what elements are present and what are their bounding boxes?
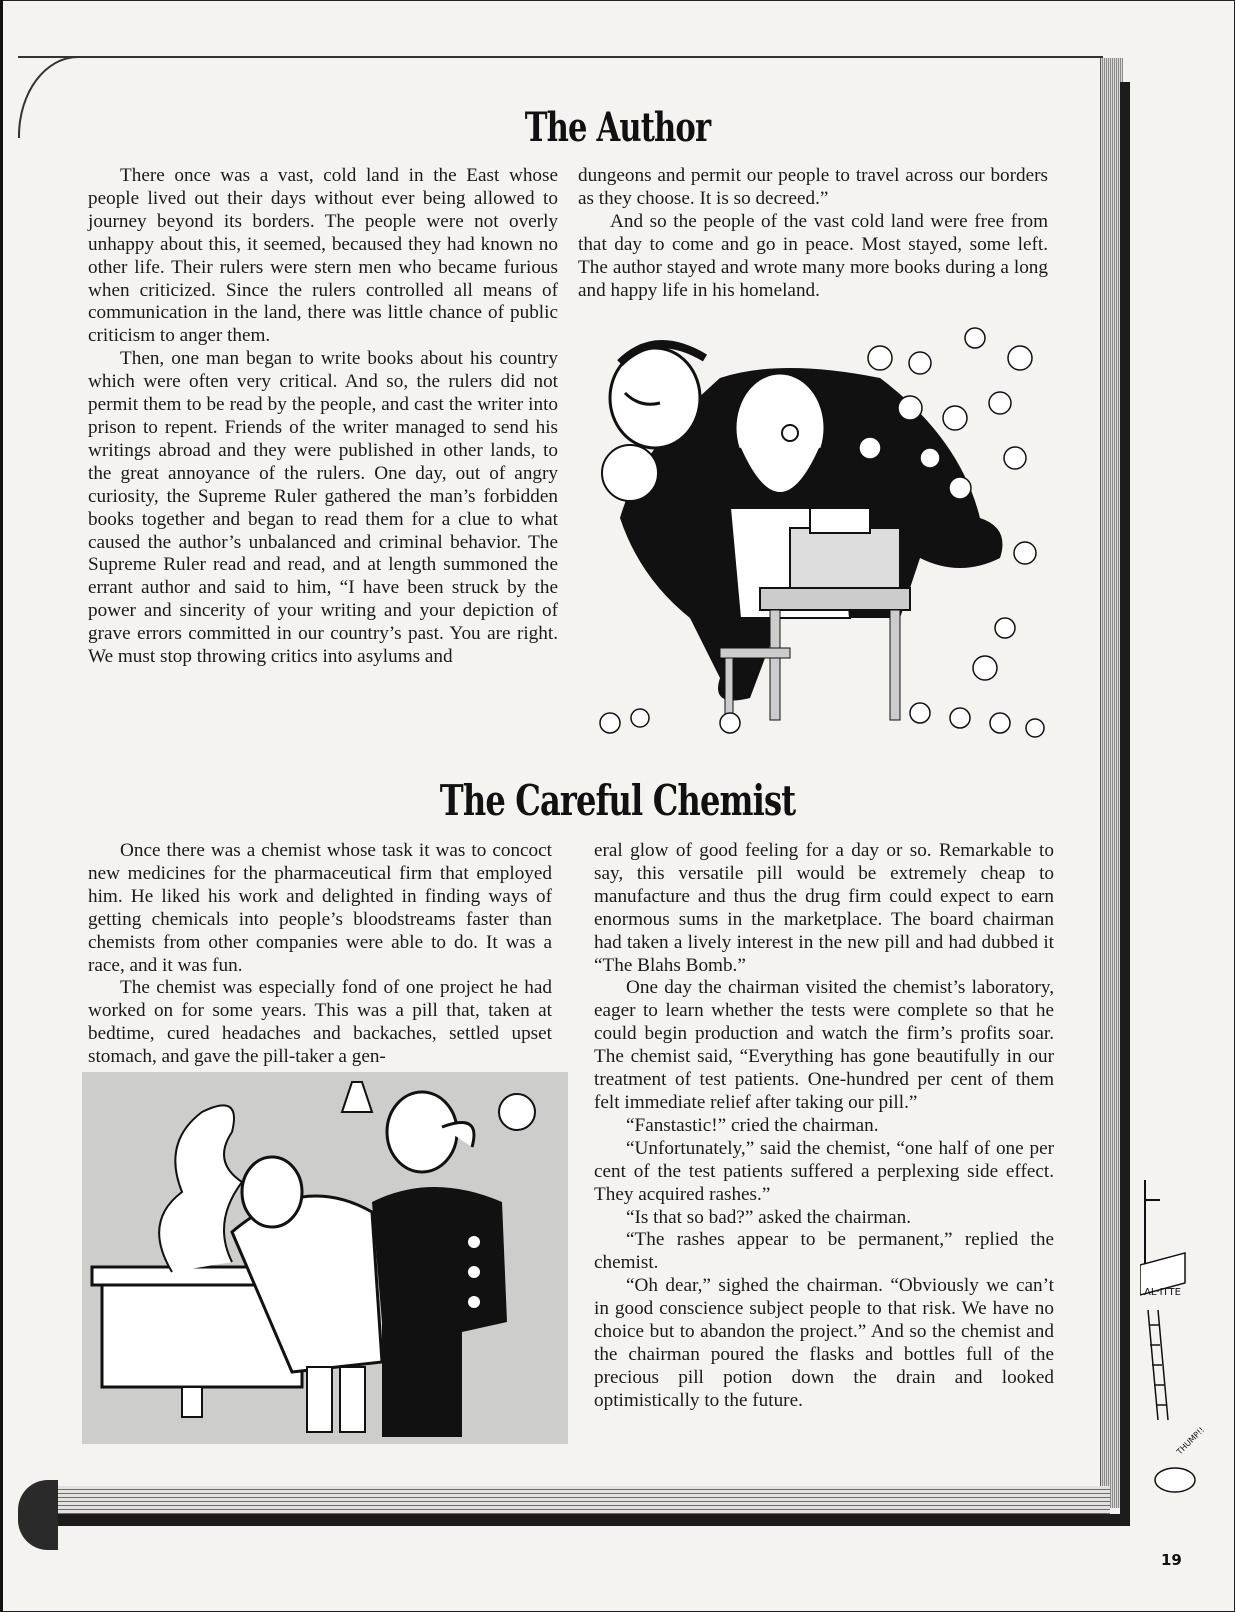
margin-cartoon <box>1140 1180 1230 1500</box>
chemist-paragraph-2: The chemist was especially fond of one project he had worked on for some years. This was a pill that, taken at bedtime, cured headaches and backaches, settled upset stomach, and gave the pill-taker a gen- <box>88 977 552 1068</box>
author-paragraph-1: There once was a vast, cold land in the East whose people lived out their days without ever being allowed to journey beyond its borders. The people were not overly unhappy about this, it seemed, becaused they had known no other life. Their rulers were stern men who became furious when criticized. Since the rulers controlled all means of communication in the land, there was little chance of public criticism to anger them. <box>88 165 558 347</box>
chemist-paragraph-3: eral glow of good feeling for a day or so. Remarkable to say, this versatile pill would be extremely cheap to manufacture and thus the drug firm could expect to earn enormous sums in the marketplace. The board chairman had taken a lively interest in the new pill and had dubbed it “The Blahs Bomb.” <box>594 840 1054 976</box>
chemist-paragraph-4: One day the chairman visited the chemist’s laboratory, eager to learn whether the tests were complete so that he could begin production and watch the firm’s profits soar. The chemist said, “Everything has gone beautifully in our treatment of test patients. One-hundred per cent of them felt immediate relief after taking our pill.” <box>594 977 1054 1113</box>
svg-text:THUMP!!: THUMP!! <box>1175 1425 1207 1457</box>
author-column-left <box>88 165 558 669</box>
book-frame-top <box>18 56 1103 58</box>
chemist-column-right <box>594 840 1054 1413</box>
ruler-and-author-cartoon-icon <box>580 318 1060 748</box>
svg-text:AL·ITTE: AL·ITTE <box>1144 1287 1181 1298</box>
chemist-and-chairman-cartoon-icon <box>82 1072 568 1444</box>
book-frame-bottom-pages <box>40 1486 1110 1514</box>
author-column-right <box>578 165 1048 302</box>
book-frame-bottom-cover <box>30 1514 1130 1526</box>
chemist-illustration <box>82 1072 568 1444</box>
chemist-paragraph-5: “Fanstastic!” cried the chairman. <box>626 1114 879 1136</box>
tower-ladder-fall-cartoon-icon <box>1140 1180 1230 1500</box>
chemist-paragraph-7: “Is that so bad?” asked the chairman. <box>626 1206 912 1228</box>
chemist-paragraph-8: “The rashes appear to be permanent,” replied the chemist. <box>594 1229 1054 1274</box>
chemist-paragraph-9: “Oh dear,” sighed the chairman. “Obviously we can’t in good conscience subject people to that risk. We have no choice but to abandon the project.” And so the chemist and the chairman poured the flasks and bottles full of the precious pill potion down the drain and looked optimistically to the future. <box>594 1275 1054 1411</box>
author-paragraph-3: dungeons and permit our people to travel across our borders as they choose. It is so decreed.” <box>578 165 1048 209</box>
story-title-author: The Author <box>524 104 711 151</box>
chemist-column-left <box>88 840 552 1069</box>
story-title-chemist: The Careful Chemist <box>439 776 796 825</box>
scan-edge <box>0 0 3 1612</box>
chemist-paragraph-1: Once there was a chemist whose task it was to concoct new medicines for the pharmaceutical firm that employed him. He liked his work and delighted in finding ways of getting chemicals into people’s bloodstreams faster than chemists from other companies were able to do. It was a race, and it was fun. <box>88 840 552 976</box>
author-paragraph-4: And so the people of the vast cold land were free from that day to come and go in peace. Most stayed, some left. The author stayed and wrote many more books during a long and happy life in his homeland. <box>578 210 1048 301</box>
page-number: 19 <box>1161 1551 1182 1569</box>
author-paragraph-2: Then, one man began to write books about his country which were often very critical. And so, the rulers did not permit them to be read by the people, and cast the writer into prison to repent. Friends of the writer managed to send his writings abroad and they were published in other lands, to the great annoyance of the rulers. One day, out of angry curiosity, the Supreme Ruler gathered the man’s forbidden books together and began to read them for a clue to what caused the author’s unbalanced and criminal behavior. The Supreme Ruler read and read, and at length summoned the errant author and said to him, “I have been struck by the power and sincerity of your writing and your depiction of grave errors committed in our country’s past. You are right. We must stop throwing critics into asylums and <box>88 348 558 668</box>
author-illustration <box>580 318 1060 748</box>
chemist-paragraph-6: “Unfortunately,” said the chemist, “one half of one per cent of the test patients suffered a perplexing side effect. They acquired rashes.” <box>594 1137 1054 1205</box>
